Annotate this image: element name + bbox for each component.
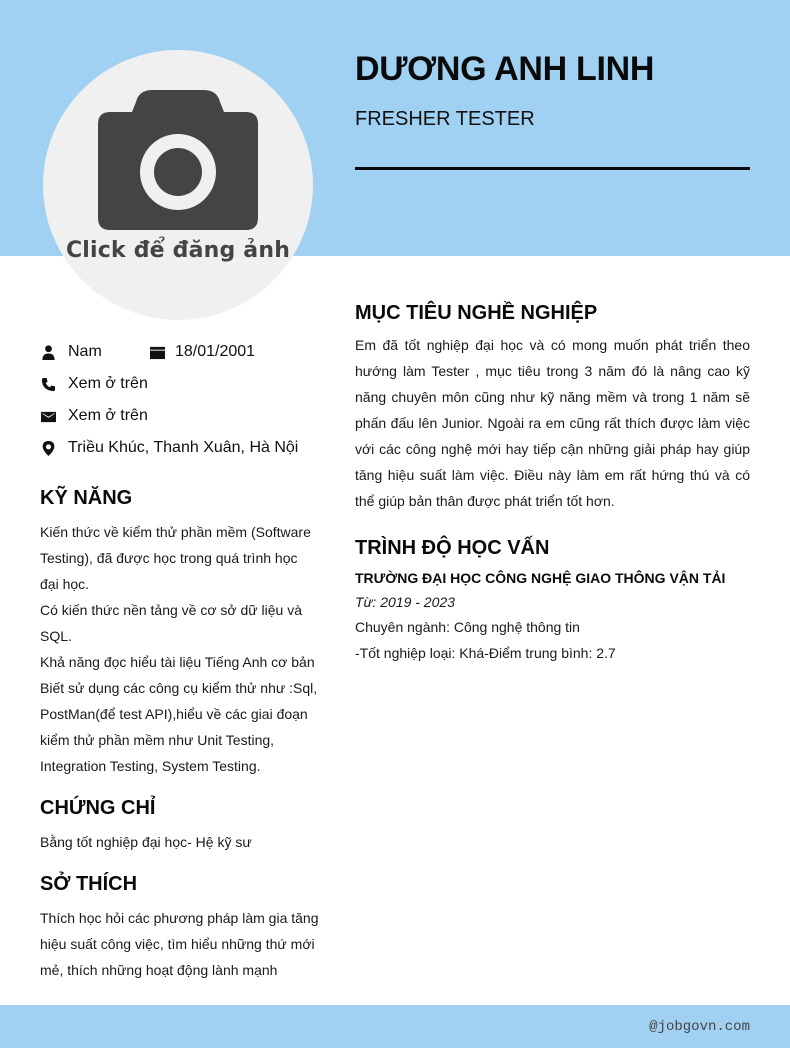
calendar-icon	[150, 344, 166, 360]
hobbies-text: Thích học hỏi các phương pháp làm gia tăng hiệu suất công việc, tìm hiểu những thứ mới mẻ, thích những hoạt động lành mạnh	[40, 910, 319, 978]
certificates-title: CHỨNG CHỈ	[40, 797, 156, 819]
phone-icon	[40, 376, 56, 392]
skill-item: Khả năng đọc hiểu tài liệu Tiếng Anh cơ bản	[40, 654, 315, 670]
graduation-grade: -Tốt nghiệp loại: Khá-Điểm trung bình: 2.7	[355, 645, 616, 661]
study-years: Từ: 2019 - 2023	[355, 594, 455, 610]
envelope-icon	[40, 408, 56, 424]
address-value: Triều Khúc, Thanh Xuân, Hà Nội	[68, 439, 299, 456]
education-title: TRÌNH ĐỘ HỌC VẤN	[355, 537, 550, 559]
objective-title: MỤC TIÊU NGHỀ NGHIỆP	[355, 302, 598, 324]
camera-icon	[98, 90, 258, 230]
skill-item: Biết sử dụng các công cụ kiểm thử như :Sql, PostMan(để test API),hiểu về các giai đoạn kiểm thử phần mềm như Unit Testing, Integration Testing, System Testing.	[40, 680, 318, 774]
certificates-text: Bằng tốt nghiệp đại học- Hệ kỹ sư	[40, 834, 252, 850]
job-title: FRESHER TESTER	[355, 108, 535, 130]
skills-list	[40, 519, 320, 779]
address-row	[40, 439, 298, 457]
skills-title: KỸ NĂNG	[40, 487, 133, 509]
email-value: Xem ở trên	[68, 407, 148, 424]
gender-value: Nam	[68, 343, 102, 360]
footer-band	[0, 1005, 790, 1048]
map-pin-icon	[40, 440, 56, 456]
birthday-value: 18/01/2001	[175, 343, 256, 360]
candidate-name: DƯƠNG ANH LINH	[355, 50, 655, 88]
skill-item: Có kiến thức nền tảng về cơ sở dữ liệu và SQL.	[40, 602, 303, 644]
phone-row	[40, 375, 148, 393]
upload-photo-label: Click để đăng ảnh	[65, 238, 291, 263]
school-name: TRƯỜNG ĐẠI HỌC CÔNG NGHỆ GIAO THÔNG VẬN TẢI	[355, 570, 726, 586]
birthday-row	[150, 343, 255, 361]
skill-item: Kiến thức về kiểm thử phần mềm (Software Testing), đã được học trong quá trình học đại học.	[40, 524, 311, 592]
major: Chuyên ngành: Công nghệ thông tin	[355, 619, 580, 635]
hobbies-title: SỞ THÍCH	[40, 873, 138, 895]
avatar-upload[interactable]	[43, 50, 313, 320]
gender-row	[40, 343, 102, 361]
footer-watermark: @jobgovn.com	[649, 1019, 750, 1035]
email-row	[40, 407, 148, 425]
person-icon	[40, 344, 56, 360]
objective-text: Em đã tốt nghiệp đại học và có mong muốn phát triển theo hướng làm Tester , mục tiêu trong 3 năm đó là nâng cao kỹ năng chuyên môn cũng như kỹ năng mềm và trong 1 năm sẽ phấn đấu lên Junior. Ngoài ra em cũng rất thích được làm việc với các công nghệ mới hay tiếp cận những giải pháp hay giúp tăng hiệu suất làm việc. Điều này làm em rất hứng thú và có thể giúp bản thân được phát triển tốt hơn.	[355, 337, 750, 509]
phone-value: Xem ở trên	[68, 375, 148, 392]
header-divider	[355, 167, 750, 170]
